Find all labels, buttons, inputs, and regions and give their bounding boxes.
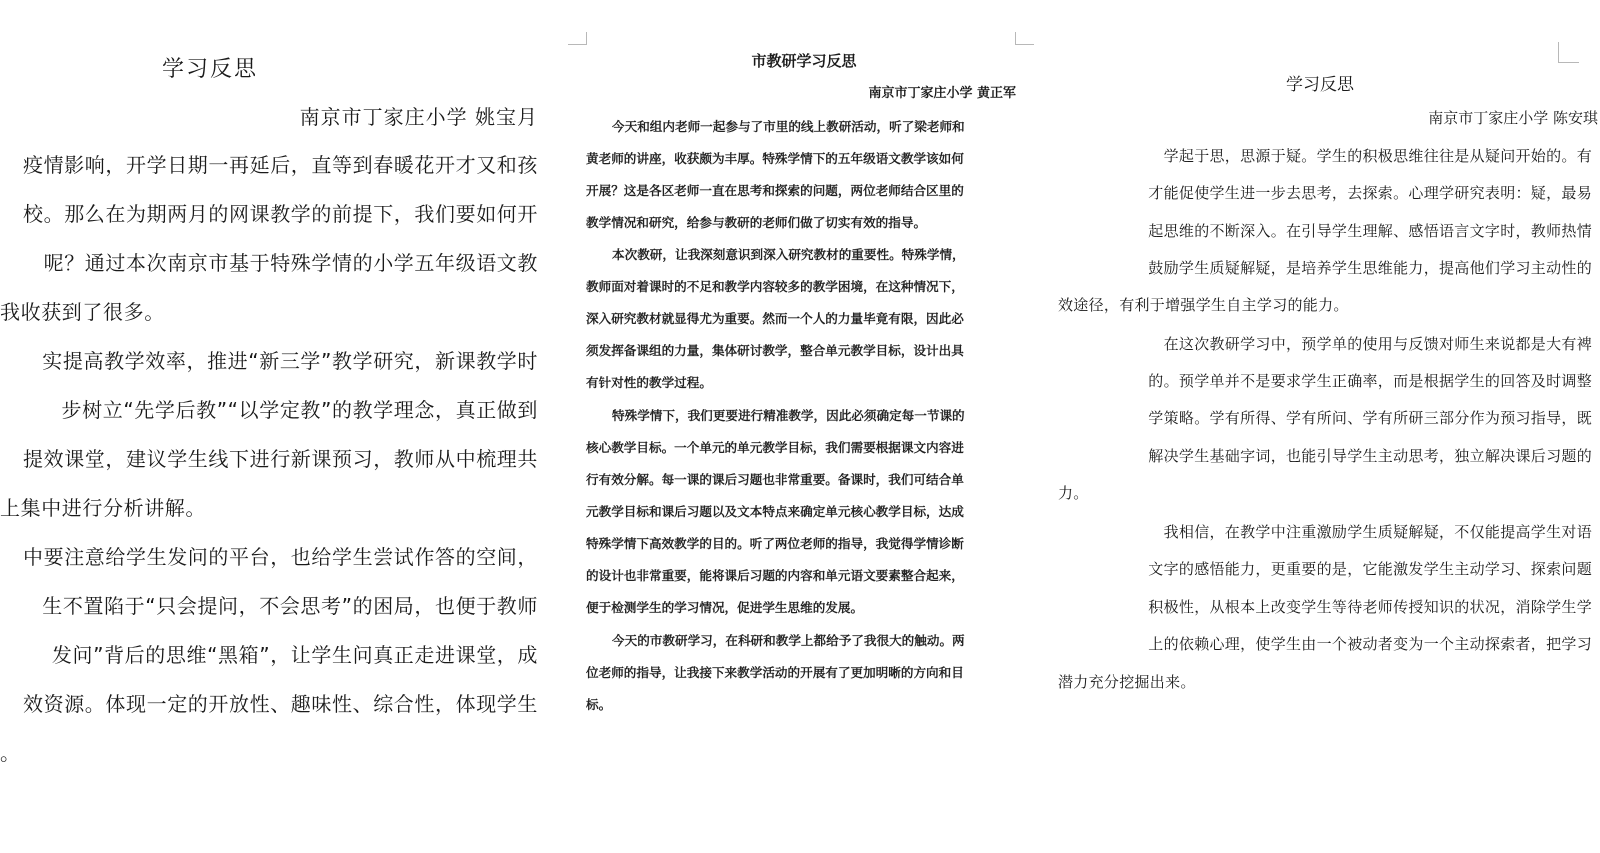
page2-line: 元教学目标和课后习题以及文本特点来确定单元核心教学目标，达成: [586, 504, 964, 519]
page1-line: 中要注意给学生发问的平台，也给学生尝试作答的空间，: [23, 545, 538, 569]
page1-line: 效资源。体现一定的开放性、趣味性、综合性，体现学生: [23, 692, 538, 716]
page2-line: 行有效分解。每一课的课后习题也非常重要。备课时，我们可结合单: [586, 472, 964, 487]
page3-line: 学起于思，思源于疑。学生的积极思维往往是从疑问开始的。有: [1163, 147, 1592, 165]
document-page-1: [0, 0, 552, 853]
page1-line: 步树立“先学后教”“以学定教”的教学理念，真正做到: [61, 398, 538, 422]
page2-line: 标。: [586, 697, 612, 712]
page1-line: 呢？通过本次南京市基于特殊学情的小学五年级语文教: [43, 251, 538, 275]
page1-line: 提效课堂，建议学生线下进行新课预习，教师从中梳理共: [23, 447, 538, 471]
page2-line: 今天和组内老师一起参与了市里的线上教研活动，听了梁老师和: [612, 119, 965, 134]
page1-author: 南京市丁家庄小学 姚宝月: [299, 105, 538, 129]
page3-line: 起思维的不断深入。在引导学生理解、感悟语言文字时，教师热情: [1148, 222, 1592, 240]
page2-line: 便于检测学生的学习情况，促进学生思维的发展。: [586, 600, 864, 615]
page2-line: 位老师的指导，让我接下来教学活动的开展有了更加明晰的方向和目: [586, 665, 964, 680]
page1-line: 校。那么在为期两月的网课教学的前提下，我们要如何开: [23, 202, 538, 226]
page2-title: 市教研学习反思: [751, 52, 857, 70]
document-page-2: [566, 0, 1042, 853]
page3-line: 在这次教研学习中，预学单的使用与反馈对师生来说都是大有裨: [1163, 335, 1592, 353]
page1-line: 我收获到了很多。: [0, 300, 165, 324]
page3-line: 效途径，有利于增强学生自主学习的能力。: [1058, 296, 1349, 314]
page2-line: 须发挥备课组的力量，集体研讨教学，整合单元教学目标，设计出具: [586, 343, 964, 358]
page3-line: 积极性，从根本上改变学生等待老师传授知识的状况，消除学生学: [1148, 598, 1592, 616]
page2-line: 有针对性的教学过程。: [586, 375, 712, 390]
page2-line: 深入研究教材就显得尤为重要。然而一个人的力量毕竟有限，因此必: [586, 311, 964, 326]
page2-line: 教师面对着课时的不足和教学内容较多的教学困境，在这种情况下，: [586, 279, 964, 294]
page2-line: 特殊学情下，我们更要进行精准教学，因此必须确定每一节课的: [612, 408, 965, 423]
page2-line: 开展？这是各区老师一直在思考和探索的问题，两位老师结合区里的: [586, 183, 964, 198]
page3-line: 我相信，在教学中注重激励学生质疑解疑，不仅能提高学生对语: [1163, 523, 1592, 541]
page2-line: 本次教研，让我深刻意识到深入研究教材的重要性。特殊学情，: [612, 247, 965, 262]
page3-line: 文字的感悟能力，更重要的是，它能激发学生主动学习、探索问题: [1148, 560, 1592, 578]
page3-line: 的。预学单并不是要求学生正确率，而是根据学生的回答及时调整: [1148, 372, 1592, 390]
page3-author: 南京市丁家庄小学 陈安琪: [1428, 109, 1598, 127]
page2-line: 教学情况和研究，给参与教研的老师们做了切实有效的指导。: [586, 215, 927, 230]
page2-line: 核心教学目标。一个单元的单元教学目标，我们需要根据课文内容进: [586, 440, 964, 455]
page1-line: 。: [0, 741, 21, 765]
document-page-3: [1058, 0, 1600, 853]
page3-line: 潜力充分挖掘出来。: [1058, 673, 1196, 691]
page3-line: 力。: [1058, 484, 1089, 502]
page3-title: 学习反思: [1286, 75, 1354, 95]
crop-mark-top-left: [568, 32, 587, 45]
page1-line: 实提高教学效率，推进“新三学”教学研究，新课教学时: [42, 349, 538, 373]
page1-title: 学习反思: [161, 57, 258, 82]
page2-author: 南京市丁家庄小学 黄正军: [868, 86, 1016, 101]
page3-line: 才能促使学生进一步去思考，去探索。心理学研究表明：疑，最易: [1148, 184, 1592, 202]
page2-line: 的设计也非常重要，能将课后习题的内容和单元语文要素整合起来，: [586, 568, 964, 583]
crop-mark-top-right: [1558, 42, 1579, 63]
page2-line: 黄老师的讲座，收获颇为丰厚。特殊学情下的五年级语文教学该如何: [586, 151, 964, 166]
page2-line: 特殊学情下高效教学的目的。听了两位老师的指导，我觉得学情诊断: [586, 536, 964, 551]
page3-line: 上的依赖心理，使学生由一个被动者变为一个主动探索者，把学习: [1148, 635, 1592, 653]
page3-line: 鼓励学生质疑解疑，是培养学生思维能力，提高他们学习主动性的: [1148, 259, 1592, 277]
page3-line: 解决学生基础字词，也能引导学生主动思考，独立解决课后习题的: [1148, 447, 1592, 465]
page1-line: 发问”背后的思维“黑箱”，让学生问真正走进课堂，成: [51, 643, 538, 667]
page1-line: 生不置陷于“只会提问，不会思考”的困局，也便于教师: [42, 594, 538, 618]
page1-line: 疫情影响，开学日期一再延后，直等到春暖花开才又和孩: [23, 153, 538, 177]
crop-mark-top-right: [1015, 32, 1034, 45]
page1-line: 上集中进行分析讲解。: [0, 496, 206, 520]
page2-line: 今天的市教研学习，在科研和教学上都给予了我很大的触动。两: [612, 633, 965, 648]
page3-line: 学策略。学有所得、学有所问、学有所研三部分作为预习指导，既: [1148, 409, 1592, 427]
